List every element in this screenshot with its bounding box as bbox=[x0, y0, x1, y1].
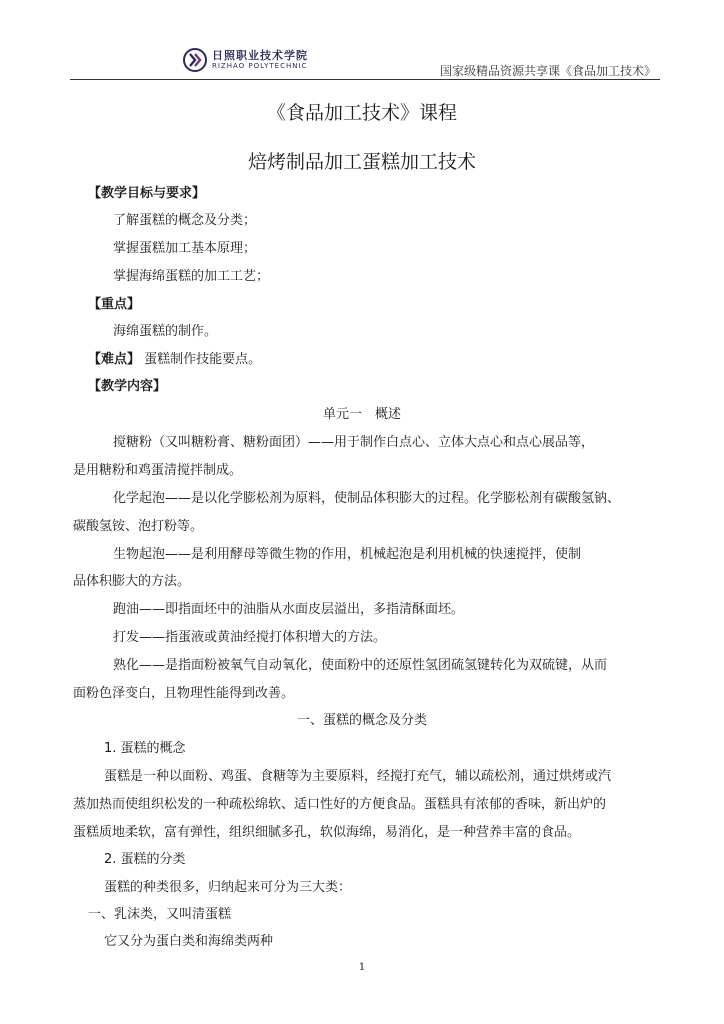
class-heading: 一、乳沫类，又叫清蛋糕 bbox=[88, 907, 232, 922]
subsection-heading: 2. 蛋糕的分类 bbox=[104, 852, 186, 867]
school-emblem-icon bbox=[183, 48, 207, 72]
subsection-heading: 1. 蛋糕的概念 bbox=[104, 741, 186, 756]
paragraph-line: 熟化——是指面粉被氧气自动氧化，使面粉中的还原性氢团硫氢键转化为双硫键，从而 bbox=[113, 658, 608, 673]
difficulty-text: 蛋糕制作技能要点。 bbox=[144, 352, 262, 367]
section-one-title: 一、蛋糕的概念及分类 bbox=[296, 713, 427, 728]
paragraph-line: 化学起泡——是以化学膨松剂为原料，使制品体积膨大的过程。化学膨松剂有碳酸氢钠、 bbox=[113, 491, 621, 506]
paragraph-line: 打发——指蛋液或黄油经搅打体积增大的方法。 bbox=[113, 630, 387, 645]
page-number: 1 bbox=[358, 962, 366, 973]
paragraph-line: 蛋糕的种类很多，归纳起来可分为三大类： bbox=[104, 880, 352, 895]
paragraph-line: 面粉色泽变白，且物理性能得到改善。 bbox=[73, 686, 295, 701]
paragraph-line: 碳酸氢铵、泡打粉等。 bbox=[73, 519, 204, 534]
paragraph-line: 它又分为蛋白类和海绵类两种 bbox=[104, 934, 274, 949]
logo-english-name: RIZHAO POLYTECHNIC bbox=[212, 61, 308, 70]
header-divider bbox=[70, 79, 660, 80]
key-point-text: 海绵蛋糕的制作。 bbox=[113, 324, 218, 339]
paragraph-line: 蛋糕是一种以面粉、鸡蛋、食糖等为主要原料，经搅打充气，辅以疏松剂，通过烘烤或汽 bbox=[104, 769, 612, 784]
lesson-title: 焙烤制品加工蛋糕加工技术 bbox=[247, 151, 476, 173]
paragraph-line: 品体积膨大的方法。 bbox=[73, 574, 191, 589]
paragraph-line: 跑油——即指面坯中的油脂从水面皮层溢出，多指清酥面坯。 bbox=[113, 602, 465, 617]
page-header bbox=[0, 0, 724, 80]
school-logo bbox=[183, 46, 308, 74]
objective-item: 掌握海绵蛋糕的加工工艺； bbox=[113, 269, 270, 284]
unit-title: 单元一 概述 bbox=[322, 407, 401, 422]
paragraph-line: 搅糖粉（又叫糖粉膏、糖粉面团）——用于制作白点心、立体大点心和点心展品等， bbox=[113, 435, 595, 450]
objectives-heading: 【教学目标与要求】 bbox=[88, 186, 206, 201]
course-title: 《食品加工技术》课程 bbox=[266, 102, 457, 124]
logo-chinese-name: 日照职业技术学院 bbox=[212, 48, 308, 62]
paragraph-line: 生物起泡——是利用酵母等微生物的作用，机械起泡是利用机械的快速搅拌，使制 bbox=[113, 547, 582, 562]
paragraph-line: 蛋糕质地柔软，富有弹性，组织细腻多孔，软似海绵，易消化，是一种营养丰富的食品。 bbox=[73, 825, 581, 840]
content-heading: 【教学内容】 bbox=[88, 379, 167, 394]
paragraph-line: 蒸加热而使组织松发的一种疏松绵软、适口性好的方便食品。蛋糕具有浓郁的香味，新出炉的 bbox=[73, 797, 607, 812]
difficulty-heading: 【难点】 bbox=[88, 352, 141, 367]
objective-item: 了解蛋糕的概念及分类； bbox=[113, 213, 257, 228]
objective-item: 掌握蛋糕加工基本原理； bbox=[113, 241, 257, 256]
key-point-heading: 【重点】 bbox=[88, 297, 141, 312]
header-course-label: 国家级精品资源共享课《食品加工技术》 bbox=[439, 64, 656, 78]
paragraph-line: 是用糖粉和鸡蛋清搅拌制成。 bbox=[73, 463, 243, 478]
difficulty-line bbox=[88, 352, 261, 368]
